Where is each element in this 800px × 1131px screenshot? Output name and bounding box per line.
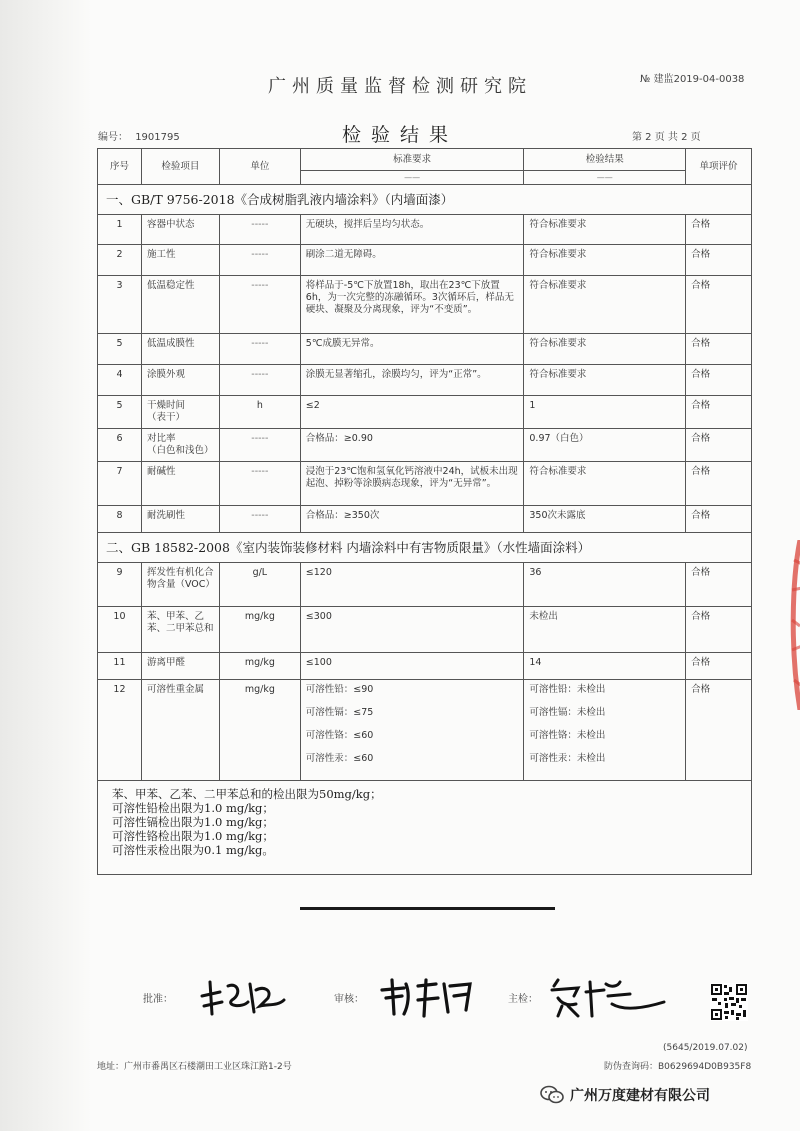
note-line: 可溶性汞检出限为0.1 mg/kg。 [112, 843, 274, 857]
col-header-result [524, 149, 686, 185]
row-standard: ≤100 [300, 653, 524, 680]
row-result: 14 [524, 653, 686, 680]
row-no: 10 [98, 607, 142, 653]
table-row [98, 653, 752, 680]
row-unit: ----- [219, 365, 300, 396]
row-item: 涂膜外观 [141, 365, 219, 396]
note-line: 苯、甲苯、乙苯、二甲苯总和的检出限为50mg/kg； [112, 787, 382, 801]
row-no: 5 [98, 334, 142, 365]
wechat-watermark [540, 1082, 710, 1108]
serial-number [98, 128, 180, 143]
std-cadmium: 可溶性镉：≤75 [305, 707, 374, 718]
table-row [98, 245, 752, 276]
row-standard: ≤2 [300, 396, 524, 429]
row-result: 符合标准要求 [524, 215, 686, 245]
section-header-1 [98, 185, 752, 215]
section-header-2 [98, 533, 752, 563]
end-rule [300, 907, 555, 910]
row-evaluation: 合格 [686, 563, 752, 607]
row-item: 游离甲醛 [141, 653, 219, 680]
row-evaluation: 合格 [686, 276, 752, 334]
row-no: 2 [98, 245, 142, 276]
note-line: 可溶性铅检出限为1.0 mg/kg； [112, 801, 274, 815]
serial-value: 1901795 [135, 132, 180, 143]
table-row [98, 215, 752, 245]
row-result: 1 [524, 396, 686, 429]
table-row [98, 563, 752, 607]
res-cadmium: 可溶性镉：未检出 [529, 707, 606, 718]
approve-signature-stroke [198, 976, 288, 1020]
row-no: 5 [98, 396, 142, 429]
row-item: 挥发性有机化合物含量（VOC） [141, 563, 219, 607]
row-standard: 无硬块，搅拌后呈均匀状态。 [300, 215, 524, 245]
row-item: 容器中状态 [141, 215, 219, 245]
table-row [98, 276, 752, 334]
table-header [98, 149, 752, 185]
row-standard: 合格品：≥350次 [300, 506, 524, 533]
row-item: 对比率 （白色和浅色） [141, 429, 219, 462]
row-no: 7 [98, 462, 142, 506]
row-result: 符合标准要求 [524, 334, 686, 365]
row-standard: ≤300 [300, 607, 524, 653]
institute-title: 广州质量监督检测研究院 [268, 76, 532, 97]
row-no: 4 [98, 365, 142, 396]
row-item: 干燥时间 （表干） [141, 396, 219, 429]
row-evaluation: 合格 [686, 215, 752, 245]
row-standard: 将样品于-5℃下放置18h，取出在23℃下放置6h，为一次完整的冻融循环。3次循环后，样品无硬块、凝聚及分离现象，评为“不变质”。 [300, 276, 524, 334]
row-unit: ----- [219, 506, 300, 533]
res-chromium: 可溶性铬：未检出 [529, 730, 606, 741]
row-standard: 浸泡于23℃饱和氢氧化钙溶液中24h，试板未出现起泡、掉粉等涂膜病态现象，评为“无异常”。 [300, 462, 524, 506]
row-no: 3 [98, 276, 142, 334]
scan-shadow [0, 0, 92, 1131]
row-evaluation: 合格 [686, 365, 752, 396]
row-evaluation: 合格 [686, 506, 752, 533]
res-lead: 可溶性铅：未检出 [529, 684, 606, 695]
col-header-no: 序号 [98, 149, 142, 185]
row-no: 11 [98, 653, 142, 680]
row-unit: mg/kg [219, 653, 300, 680]
row-no: 6 [98, 429, 142, 462]
row-standard: 合格品：≥0.90 [300, 429, 524, 462]
anti-counterfeit-code: 防伪查询码：B0629694D0B935F8 [604, 1062, 752, 1072]
result-header-dash: —— [524, 170, 685, 184]
table-row [98, 506, 752, 533]
row-no: 1 [98, 215, 142, 245]
row-unit: ----- [219, 245, 300, 276]
row-evaluation: 合格 [686, 334, 752, 365]
qr-code [710, 983, 748, 1021]
row-unit: ----- [219, 276, 300, 334]
row-result: 符合标准要求 [524, 365, 686, 396]
table-row [98, 396, 752, 429]
section-title-1: 一、GB/T 9756-2018《合成树脂乳液内墙涂料》（内墙面漆） [98, 185, 752, 215]
review-signature-stroke [378, 976, 478, 1020]
standard-header-dash: —— [301, 170, 524, 184]
row-standard: ≤120 [300, 563, 524, 607]
row-unit: ----- [219, 429, 300, 462]
row-unit: mg/kg [219, 607, 300, 653]
row-evaluation: 合格 [686, 429, 752, 462]
row-standard: 刷涂二道无障碍。 [300, 245, 524, 276]
row-no: 8 [98, 506, 142, 533]
watermark-text: 广州万度建材有限公司 [570, 1088, 710, 1104]
report-number: № 建监2019-04-0038 [640, 74, 745, 85]
table-row [98, 365, 752, 396]
table-row [98, 334, 752, 365]
col-header-item: 检验项目 [141, 149, 219, 185]
note-line: 可溶性镉检出限为1.0 mg/kg； [112, 815, 274, 829]
std-chromium: 可溶性铬：≤60 [305, 730, 374, 741]
row-unit: h [219, 396, 300, 429]
res-mercury: 可溶性汞：未检出 [529, 753, 606, 764]
results-table [97, 148, 752, 875]
notes-cell [98, 781, 752, 875]
page-count: 第 2 页 共 2 页 [632, 132, 701, 143]
row-unit: g/L [219, 563, 300, 607]
sheet-title: 检验结果 [341, 124, 458, 146]
section-title-2: 二、GB 18582-2008《室内装饰装修材料 内墙涂料中有害物质限量》（水性墙面涂料） [98, 533, 752, 563]
row-result: 符合标准要求 [524, 462, 686, 506]
table-row [98, 429, 752, 462]
review-label: 审核： [334, 994, 364, 1005]
main-inspector-signature-stroke [548, 976, 668, 1020]
row-result: 0.97（白色） [524, 429, 686, 462]
seal-stamp-icon [772, 540, 800, 710]
result-header-label: 检验结果 [585, 154, 624, 165]
notes-row [98, 781, 752, 875]
qr-code-icon [710, 983, 748, 1021]
row-standard: 涂膜无显著缩孔，涂膜均匀，评为“正常”。 [300, 365, 524, 396]
wechat-icon [540, 1085, 564, 1105]
standard-header-label: 标准要求 [393, 154, 432, 165]
address: 地址：广州市番禺区石楼潮田工业区珠江路1-2号 [97, 1062, 292, 1072]
row-unit: ----- [219, 215, 300, 245]
row-no: 12 [98, 680, 142, 781]
form-code: (5645/2019.07.02) [663, 1043, 748, 1053]
approve-label: 批准： [143, 994, 173, 1005]
row-evaluation: 合格 [686, 396, 752, 429]
row-evaluation: 合格 [686, 653, 752, 680]
row-result: 36 [524, 563, 686, 607]
row-unit: ----- [219, 462, 300, 506]
row-result [524, 680, 686, 781]
row-item: 施工性 [141, 245, 219, 276]
row-standard [300, 680, 524, 781]
row-evaluation: 合格 [686, 462, 752, 506]
row-unit: mg/kg [219, 680, 300, 781]
row-result: 350次未露底 [524, 506, 686, 533]
row-unit: ----- [219, 334, 300, 365]
seal-stamp-edge [772, 540, 800, 710]
row-item: 可溶性重金属 [141, 680, 219, 781]
row-evaluation: 合格 [686, 245, 752, 276]
row-item: 苯、甲苯、乙苯、二甲苯总和 [141, 607, 219, 653]
row-result: 符合标准要求 [524, 245, 686, 276]
table-row [98, 607, 752, 653]
row-item: 耐洗刷性 [141, 506, 219, 533]
col-header-evaluation: 单项评价 [686, 149, 752, 185]
review-signature [378, 976, 478, 1027]
row-no: 9 [98, 563, 142, 607]
table-row-heavy-metals [98, 680, 752, 781]
row-item: 低温成膜性 [141, 334, 219, 365]
row-evaluation: 合格 [686, 607, 752, 653]
row-item: 耐碱性 [141, 462, 219, 506]
main-inspector-signature [548, 976, 668, 1027]
std-lead: 可溶性铅：≤90 [305, 684, 374, 695]
note-line: 可溶性铬检出限为1.0 mg/kg； [112, 829, 274, 843]
row-item: 低温稳定性 [141, 276, 219, 334]
col-header-standard [300, 149, 524, 185]
row-result: 未检出 [524, 607, 686, 653]
std-mercury: 可溶性汞：≤60 [305, 753, 374, 764]
row-result: 符合标准要求 [524, 276, 686, 334]
serial-label: 编号： [98, 132, 128, 143]
table-row [98, 462, 752, 506]
col-header-unit: 单位 [219, 149, 300, 185]
approve-signature [198, 976, 288, 1027]
main-inspector-label: 主检： [508, 994, 538, 1005]
row-evaluation: 合格 [686, 680, 752, 781]
row-standard: 5℃成膜无异常。 [300, 334, 524, 365]
